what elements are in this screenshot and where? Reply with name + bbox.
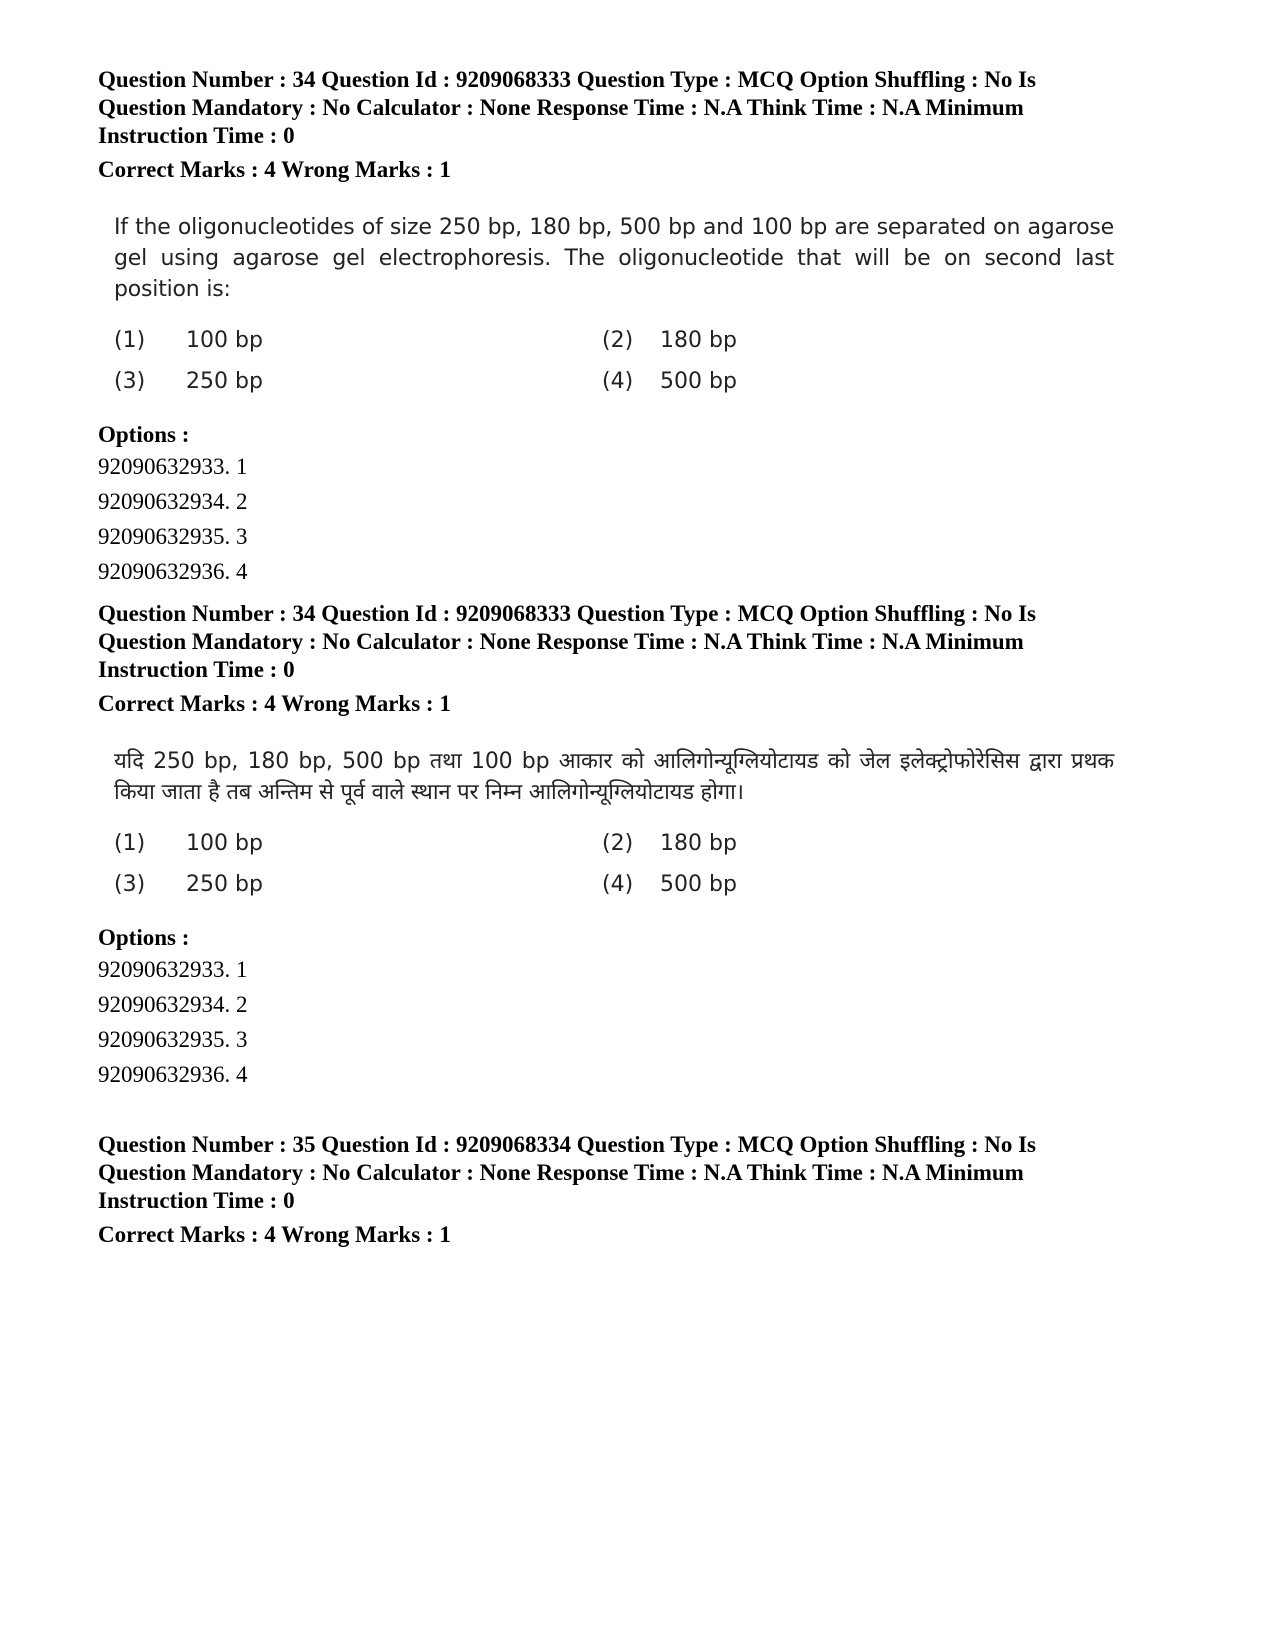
choice-value: 180 bp bbox=[660, 328, 737, 353]
choice-number: (2) bbox=[602, 831, 634, 856]
question-block-35 bbox=[98, 1131, 1138, 1249]
question-image bbox=[98, 746, 1138, 900]
question-image bbox=[98, 212, 1138, 397]
choice-value: 500 bp bbox=[660, 872, 737, 897]
question-meta-line: Question Mandatory : No Calculator : None Response Time : N.A Think Time : N.A Minimum bbox=[98, 629, 1024, 654]
question-text: यदि 250 bp, 180 bp, 500 bp तथा 100 bp आकार को आलिगोन्यूग्लियोटायड को जेल इलेक्ट्रोफोरेसिस द्वारा प्रथक किया जाता है तब अन्तिम से पूर्व वाले स्थान पर निम्न आलिगोन्यूग्लियोटायड होगा। bbox=[114, 749, 1114, 805]
question-meta-line: Instruction Time : 0 bbox=[98, 657, 295, 682]
option-row: 92090632935. 3 bbox=[98, 524, 248, 549]
choice-value: 250 bp bbox=[186, 872, 263, 897]
option-row: 92090632934. 2 bbox=[98, 992, 248, 1017]
option-row: 92090632934. 2 bbox=[98, 489, 248, 514]
question-block-34-english bbox=[98, 66, 1138, 589]
question-meta bbox=[98, 1131, 1138, 1215]
choice-number: (1) bbox=[114, 328, 146, 353]
question-meta-line: Question Number : 34 Question Id : 9209068333 Question Type : MCQ Option Shuffling : No Is bbox=[98, 67, 1037, 92]
marks-line: Correct Marks : 4 Wrong Marks : 1 bbox=[98, 1222, 451, 1247]
choice-value: 250 bp bbox=[186, 369, 263, 394]
marks-line: Correct Marks : 4 Wrong Marks : 1 bbox=[98, 691, 451, 716]
choice-grid bbox=[114, 828, 1138, 900]
options-label: Options : bbox=[98, 422, 190, 447]
choice-grid bbox=[114, 325, 1138, 397]
question-meta-line: Instruction Time : 0 bbox=[98, 123, 295, 148]
choice-number: (4) bbox=[602, 369, 634, 394]
question-text: If the oligonucleotides of size 250 bp, 180 bp, 500 bp and 100 bp are separated on agarose gel using agarose gel electrophoresis. The oligonucleotide that will be on second last position is: bbox=[114, 215, 1114, 302]
choice-value: 500 bp bbox=[660, 369, 737, 394]
question-meta-line: Question Mandatory : No Calculator : None Response Time : N.A Think Time : N.A Minimum bbox=[98, 95, 1024, 120]
marks-line: Correct Marks : 4 Wrong Marks : 1 bbox=[98, 157, 451, 182]
choice-number: (4) bbox=[602, 872, 634, 897]
options-label: Options : bbox=[98, 925, 190, 950]
question-meta-line: Question Mandatory : No Calculator : None Response Time : N.A Think Time : N.A Minimum bbox=[98, 1160, 1024, 1185]
option-row: 92090632936. 4 bbox=[98, 1062, 248, 1087]
question-meta-line: Question Number : 35 Question Id : 9209068334 Question Type : MCQ Option Shuffling : No Is bbox=[98, 1132, 1037, 1157]
option-row: 92090632935. 3 bbox=[98, 1027, 248, 1052]
choice-number: (3) bbox=[114, 872, 146, 897]
question-meta bbox=[98, 600, 1138, 684]
option-row: 92090632936. 4 bbox=[98, 559, 248, 584]
choice-number: (2) bbox=[602, 328, 634, 353]
question-meta bbox=[98, 66, 1138, 150]
choice-value: 180 bp bbox=[660, 831, 737, 856]
choice-number: (1) bbox=[114, 831, 146, 856]
question-meta-line: Instruction Time : 0 bbox=[98, 1188, 295, 1213]
option-row: 92090632933. 1 bbox=[98, 454, 248, 479]
question-block-34-hindi bbox=[98, 600, 1138, 1092]
option-row: 92090632933. 1 bbox=[98, 957, 248, 982]
question-meta-line: Question Number : 34 Question Id : 9209068333 Question Type : MCQ Option Shuffling : No Is bbox=[98, 601, 1037, 626]
choice-value: 100 bp bbox=[186, 328, 263, 353]
choice-value: 100 bp bbox=[186, 831, 263, 856]
choice-number: (3) bbox=[114, 369, 146, 394]
